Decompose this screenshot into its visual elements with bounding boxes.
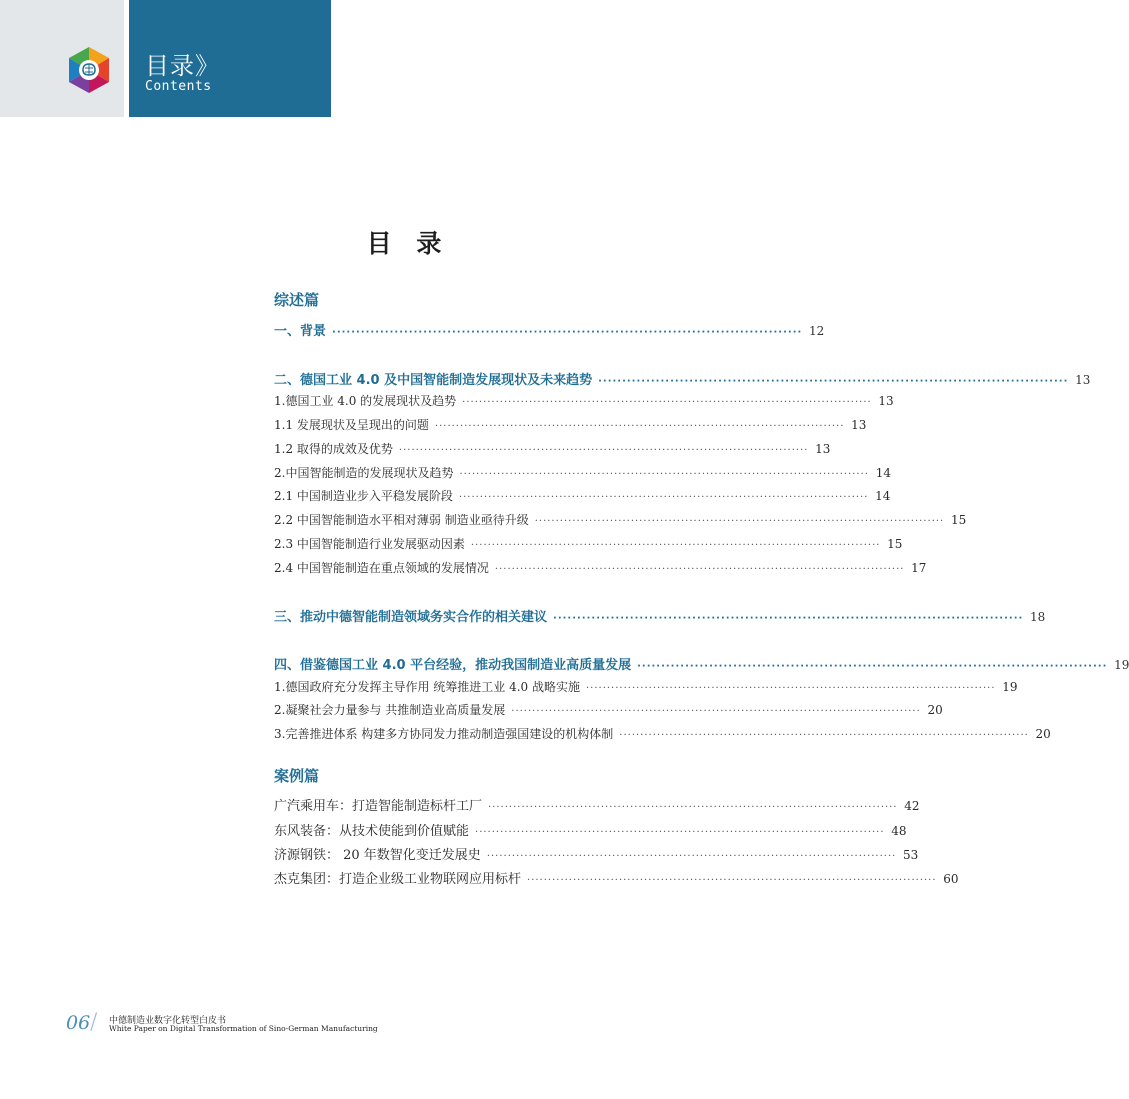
toc-entry-page: 60	[943, 872, 959, 886]
toc-entry-page: 15	[950, 513, 967, 527]
toc-entry-label: 2.凝聚社会力量参与 共推制造业高质量发展	[274, 703, 506, 717]
dot-leader: ··································································································	[332, 327, 803, 338]
toc-entry-page: 17	[911, 561, 927, 575]
toc-case-entry[interactable]	[274, 868, 959, 887]
page-title: 目 录	[366, 229, 450, 258]
toc-entry-label: 东风装备：从技术使能到价值赋能	[274, 824, 470, 839]
dot-leader: ··································································································	[527, 875, 937, 886]
header-left-panel	[0, 0, 124, 117]
dot-leader: ··································································································	[486, 851, 897, 862]
dot-leader: ··································································································	[637, 661, 1108, 672]
toc-entry-label: 2.4 中国智能制造在重点领域的发展情况	[274, 561, 489, 575]
section-heading-overview: 综述篇	[274, 291, 320, 309]
header-subtitle: Contents	[145, 79, 212, 94]
toc-entry[interactable]	[274, 678, 1018, 696]
toc-entry-label: 广汽乘用车：打造智能制造标杆工厂	[274, 799, 483, 814]
toc-entry-label: 1.德国政府充分发挥主导作用 统筹推进工业 4.0 战略实施	[274, 680, 580, 694]
section-heading-cases: 案例篇	[274, 767, 320, 785]
dot-leader: ··································································································	[470, 540, 881, 551]
page-number: 06	[66, 1012, 91, 1034]
toc-case-entry[interactable]	[274, 844, 919, 863]
toc-entry[interactable]	[274, 392, 894, 410]
toc-entry[interactable]	[274, 535, 903, 553]
dot-leader: ··································································································	[494, 564, 905, 575]
dot-leader: ··································································································	[434, 421, 845, 432]
toc-entry-page: 20	[927, 703, 943, 717]
toc-entry-page: 13	[1075, 373, 1091, 387]
footer-title-en: White Paper on Digital Transformation of Sino-German Manufacturing	[109, 1024, 378, 1033]
toc-entry[interactable]	[274, 511, 967, 529]
toc-entry[interactable]	[274, 725, 1051, 743]
footer-title-cn: 中德制造业数字化转型白皮书	[109, 1016, 227, 1026]
toc-entry-label: 2.3 中国智能制造行业发展驱动因素	[274, 537, 465, 551]
dot-leader: ··································································································	[488, 802, 898, 813]
toc-entry-label: 四、借鉴德国工业 4.0 平台经验，推动我国制造业高质量发展	[274, 658, 632, 673]
toc-entry-label: 2.2 中国智能制造水平相对薄弱 制造业亟待升级	[274, 513, 529, 527]
dot-leader: ··································································································	[459, 469, 869, 480]
header-title: 目录》	[145, 52, 220, 80]
dot-leader: ··································································································	[511, 706, 921, 717]
toc-entry-page: 19	[1114, 658, 1129, 672]
hexagon-brain-logo-icon	[64, 45, 114, 95]
toc-entry-label: 一、背景	[274, 324, 327, 339]
toc-entry-label: 1.1 发展现状及呈现出的问题	[274, 418, 429, 432]
toc-entry-label: 二、德国工业 4.0 及中国智能制造发展现状及未来趋势	[274, 373, 593, 388]
toc-entry[interactable]	[274, 487, 891, 505]
dot-leader: ··································································································	[598, 376, 1069, 387]
toc-entry-label: 2.1 中国制造业步入平稳发展阶段	[274, 489, 453, 503]
toc-entry[interactable]	[274, 369, 1091, 388]
header-banner	[129, 0, 331, 117]
toc-entry-page: 14	[875, 489, 891, 503]
dot-leader: ··································································································	[398, 445, 809, 456]
toc-entry-page: 19	[1002, 680, 1018, 694]
toc-entry-page: 42	[904, 799, 920, 813]
dot-leader: ··································································································	[553, 613, 1024, 624]
toc-entry-page: 12	[809, 324, 825, 338]
toc-entry-page: 13	[878, 394, 894, 408]
toc-entry-page: 18	[1030, 610, 1046, 624]
dot-leader: ··································································································	[534, 516, 945, 527]
toc-entry-label: 三、推动中德智能制造领域务实合作的相关建议	[274, 610, 548, 625]
toc-entry[interactable]	[274, 464, 891, 482]
toc-entry[interactable]	[274, 559, 927, 577]
toc-entry-page: 13	[851, 418, 867, 432]
toc-entry[interactable]	[274, 654, 1129, 673]
toc-entry-label: 济源钢铁： 20 年数智化变迁发展史	[274, 848, 481, 863]
toc-case-entry[interactable]	[274, 795, 920, 814]
toc-entry[interactable]	[274, 606, 1046, 625]
toc-entry-page: 53	[903, 848, 919, 862]
toc-entry[interactable]	[274, 320, 825, 339]
toc-entry-page: 14	[875, 466, 891, 480]
toc-entry-page: 48	[891, 824, 907, 838]
toc-entry[interactable]	[274, 416, 867, 434]
dot-leader: ··································································································	[475, 827, 885, 838]
toc-case-entry[interactable]	[274, 820, 907, 839]
toc-entry-page: 20	[1035, 727, 1051, 741]
dot-leader: ··································································································	[458, 492, 869, 503]
footer-divider: /	[90, 1010, 98, 1035]
dot-leader: ··································································································	[462, 397, 872, 408]
toc-entry[interactable]	[274, 440, 831, 458]
toc-entry-label: 杰克集团：打造企业级工业物联网应用标杆	[274, 872, 522, 887]
toc-entry-label: 2.中国智能制造的发展现状及趋势	[274, 466, 454, 480]
toc-entry-label: 1.2 取得的成效及优势	[274, 442, 393, 456]
dot-leader: ··································································································	[619, 730, 1029, 741]
toc-entry-label: 3.完善推进体系 构建多方协同发力推动制造强国建设的机构体制	[274, 727, 614, 741]
dot-leader: ··································································································	[585, 683, 996, 694]
toc-entry-page: 13	[815, 442, 831, 456]
toc-entry[interactable]	[274, 701, 943, 719]
toc-entry-label: 1.德国工业 4.0 的发展现状及趋势	[274, 394, 457, 408]
toc-entry-page: 15	[887, 537, 903, 551]
